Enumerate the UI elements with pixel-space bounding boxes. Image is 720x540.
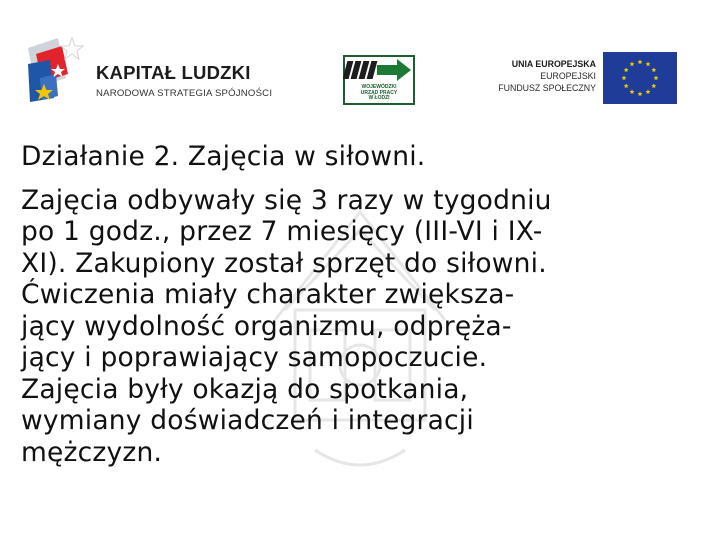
body-line: XI). Zakupiony został sprzęt do siłowni.: [21, 247, 547, 279]
body-line: wymiany doświadczeń i integracji: [21, 405, 474, 436]
wup-line: URZĄD PRACY: [360, 89, 398, 96]
kapital-ludzki-subtitle: NARODOWA STRATEGIA SPÓJNOŚCI: [96, 88, 273, 99]
kapital-ludzki-title: KAPITAŁ LUDZKI: [96, 62, 251, 83]
body-line: po 1 godz., przez 7 miesięcy (III-VI i IX-: [21, 216, 543, 247]
section-title: Działanie 2. Zajęcia w siłowni.: [21, 141, 426, 172]
eu-text: [476, 58, 596, 94]
body-line: Ćwiczenia miały charakter zwiększa-: [21, 279, 515, 310]
header: [0, 0, 720, 130]
body-line: jący i poprawiający samopoczucie.: [21, 342, 488, 373]
wup-line: W ŁODZI: [368, 95, 390, 102]
kapital-ludzki-logo: [22, 34, 102, 110]
wup-text: [345, 85, 413, 102]
body-line: jący wydolność organizmu, odpręża-: [21, 310, 512, 342]
wup-line: WOJEWÓDZKI: [361, 84, 397, 90]
eu-line-2: EUROPEJSKI: [540, 71, 596, 81]
body-line: Zajęcia były okazją do spotkania,: [21, 373, 469, 405]
eu-line-1: UNIA EUROPEJSKA: [511, 59, 596, 69]
body-line: Zajęcia odbywały się 3 razy w tygodniu: [21, 184, 552, 216]
main-text: [21, 141, 715, 468]
eu-line-3: FUNDUSZ SPOŁECZNY: [498, 83, 596, 93]
body-line: mężczyzn.: [21, 436, 163, 468]
eu-flag-icon: [603, 52, 677, 104]
